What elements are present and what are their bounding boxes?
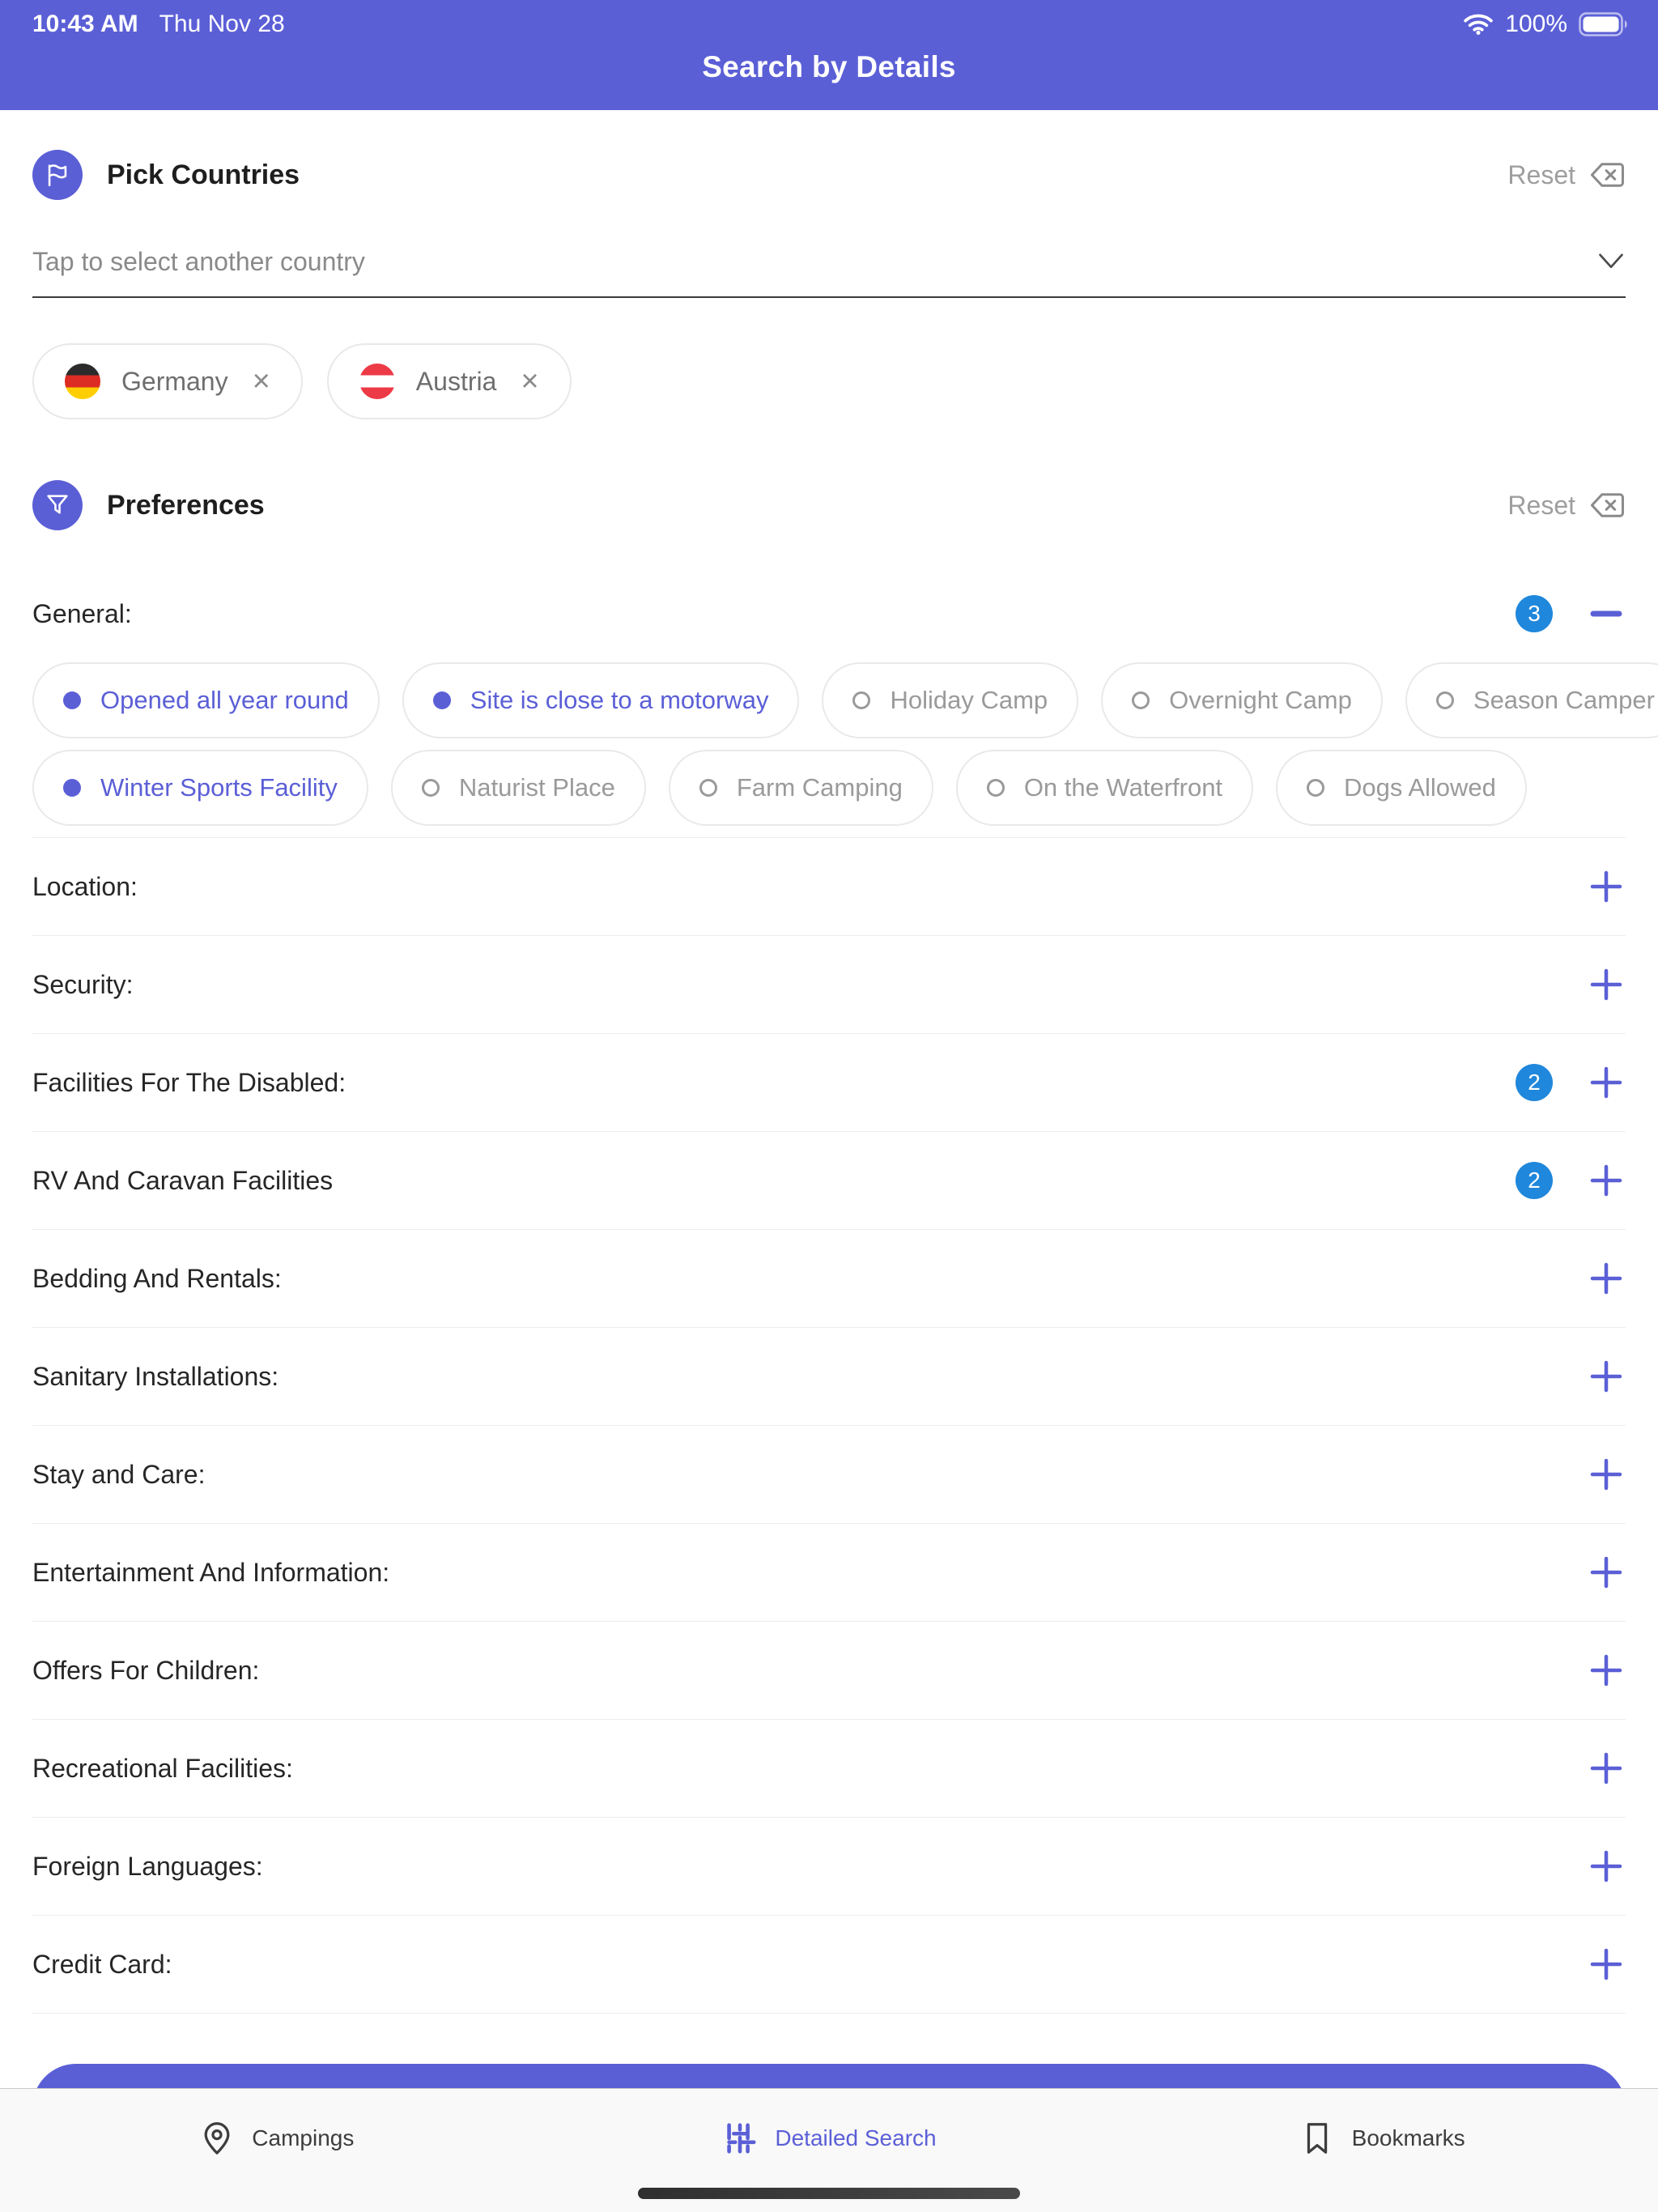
backspace-icon [1588, 160, 1626, 189]
expand-plus-icon[interactable] [1587, 1749, 1626, 1788]
status-bar [32, 6, 1629, 42]
page-title: Search by Details [702, 50, 956, 83]
section-row-stay-and-care[interactable] [32, 1425, 1626, 1523]
section-row-location[interactable] [32, 837, 1626, 935]
section-count-badge: 2 [1516, 1162, 1553, 1199]
country-name: Germany [121, 366, 228, 396]
section-row-bedding-rentals[interactable] [32, 1229, 1626, 1327]
map-pin-icon [198, 2120, 236, 2157]
pick-countries-header [32, 143, 1626, 207]
option-chip-overnight-camp[interactable] [1101, 662, 1383, 738]
status-date: Thu Nov 28 [159, 11, 285, 37]
section-label: RV And Caravan Facilities [32, 1165, 334, 1195]
selected-countries [32, 343, 1626, 419]
section-label: Security: [32, 969, 134, 999]
tab-label: Detailed Search [775, 2125, 937, 2150]
tab-label: Bookmarks [1351, 2125, 1465, 2150]
section-row-offers-for-children[interactable] [32, 1621, 1626, 1719]
collapse-minus-icon[interactable] [1587, 594, 1626, 633]
section-label: Recreational Facilities: [32, 1753, 293, 1783]
preferences-title: Preferences [107, 489, 265, 521]
option-chip-on-the-waterfront[interactable] [956, 750, 1253, 826]
option-label: Naturist Place [458, 773, 615, 802]
radio-dot-icon [1307, 779, 1324, 797]
expand-plus-icon[interactable] [1587, 1945, 1626, 1984]
expand-plus-icon[interactable] [1587, 1357, 1626, 1396]
option-label: Winter Sports Facility [100, 773, 338, 802]
section-label: Offers For Children: [32, 1655, 260, 1685]
section-row-sanitary-installations[interactable] [32, 1327, 1626, 1425]
country-select-input[interactable] [32, 227, 1626, 298]
radio-dot-icon [1436, 691, 1454, 709]
option-label: On the Waterfront [1023, 773, 1223, 802]
radio-dot-icon [422, 779, 440, 797]
section-label: Stay and Care: [32, 1459, 206, 1489]
country-chip-austria[interactable] [327, 343, 572, 419]
general-count-badge: 3 [1516, 595, 1553, 632]
tab-detailed-search[interactable] [553, 2110, 1106, 2167]
bookmark-icon [1299, 2120, 1336, 2157]
tab-campings[interactable] [0, 2110, 553, 2167]
expand-plus-icon[interactable] [1587, 1847, 1626, 1886]
wifi-icon [1463, 12, 1494, 36]
option-label: Site is close to a motorway [470, 686, 769, 714]
expand-plus-icon[interactable] [1587, 1259, 1626, 1298]
tab-bookmarks[interactable] [1105, 2110, 1658, 2167]
pick-countries-title: Pick Countries [107, 159, 300, 190]
section-count-badge: 2 [1516, 1064, 1553, 1101]
section-row-foreign-languages[interactable] [32, 1817, 1626, 1915]
section-label: Bedding And Rentals: [32, 1263, 282, 1293]
radio-dot-icon [433, 691, 451, 709]
backspace-icon [1588, 491, 1626, 520]
option-label: Season Camper [1473, 686, 1655, 714]
country-select-placeholder: Tap to select another country [32, 246, 365, 276]
expand-plus-icon[interactable] [1587, 1063, 1626, 1102]
option-chip-opened-all-year-round[interactable] [32, 662, 380, 738]
option-chip-winter-sports-facility[interactable] [32, 750, 368, 826]
section-label: Location: [32, 871, 138, 901]
austria-flag-icon [359, 364, 395, 399]
option-label: Opened all year round [100, 686, 349, 714]
country-chip-germany[interactable] [32, 343, 303, 419]
tab-label: Campings [252, 2125, 355, 2150]
header [0, 0, 1658, 110]
option-chip-holiday-camp[interactable] [822, 662, 1078, 738]
section-label: Credit Card: [32, 1949, 172, 1979]
country-name: Austria [415, 366, 497, 396]
radio-dot-icon [63, 691, 81, 709]
option-chip-dogs-allowed[interactable] [1276, 750, 1527, 826]
section-row-facilities-for-disabled[interactable] [32, 1033, 1626, 1131]
option-label: Farm Camping [736, 773, 903, 802]
preferences-reset-button[interactable] [1507, 491, 1626, 521]
preferences-header [32, 473, 1626, 538]
section-row-rv-caravan-facilities[interactable] [32, 1131, 1626, 1229]
radio-dot-icon [987, 779, 1005, 797]
sliders-icon [721, 2120, 759, 2157]
germany-flag-icon [65, 364, 100, 399]
home-indicator[interactable] [638, 2188, 1020, 2199]
option-label: Overnight Camp [1169, 686, 1352, 714]
radio-dot-icon [699, 779, 717, 797]
battery-icon [1579, 12, 1629, 36]
general-section-row[interactable] [32, 578, 1626, 649]
radio-dot-icon [852, 691, 870, 709]
expand-plus-icon[interactable] [1587, 867, 1626, 906]
expand-plus-icon[interactable] [1587, 1651, 1626, 1690]
option-chip-naturist-place[interactable] [391, 750, 646, 826]
remove-country-icon[interactable]: × [521, 364, 539, 398]
option-label: Holiday Camp [890, 686, 1048, 714]
chevron-down-icon [1596, 252, 1626, 271]
filter-funnel-icon [32, 480, 83, 530]
section-label: Foreign Languages: [32, 1851, 263, 1881]
content [0, 143, 1658, 2155]
section-row-security[interactable] [32, 935, 1626, 1033]
expand-plus-icon[interactable] [1587, 965, 1626, 1004]
flag-icon [32, 150, 83, 200]
section-row-entertainment-information[interactable] [32, 1523, 1626, 1621]
pick-countries-reset-button[interactable] [1507, 160, 1626, 190]
preference-sections [32, 837, 1626, 2014]
reset-label: Reset [1507, 490, 1575, 520]
option-label: Dogs Allowed [1344, 773, 1496, 802]
section-row-credit-card[interactable] [32, 1915, 1626, 2014]
radio-dot-icon [63, 779, 81, 797]
reset-label: Reset [1507, 160, 1575, 189]
expand-plus-icon[interactable] [1587, 1553, 1626, 1592]
general-options-row-2 [32, 750, 1658, 826]
option-chip-farm-camping[interactable] [669, 750, 933, 826]
radio-dot-icon [1132, 691, 1150, 709]
option-chip-site-close-to-motorway[interactable] [402, 662, 800, 738]
remove-country-icon[interactable]: × [252, 364, 270, 398]
section-label: Facilities For The Disabled: [32, 1067, 346, 1097]
option-chip-season-camper[interactable] [1405, 662, 1658, 738]
section-row-recreational-facilities[interactable] [32, 1719, 1626, 1817]
section-label: Sanitary Installations: [32, 1361, 279, 1391]
expand-plus-icon[interactable] [1587, 1455, 1626, 1494]
expand-plus-icon[interactable] [1587, 1161, 1626, 1200]
battery-percent: 100% [1505, 11, 1567, 37]
section-label: Entertainment And Information: [32, 1557, 390, 1587]
general-label: General: [32, 598, 132, 628]
status-time: 10:43 AM [32, 11, 138, 37]
general-options-row-1 [32, 662, 1658, 738]
